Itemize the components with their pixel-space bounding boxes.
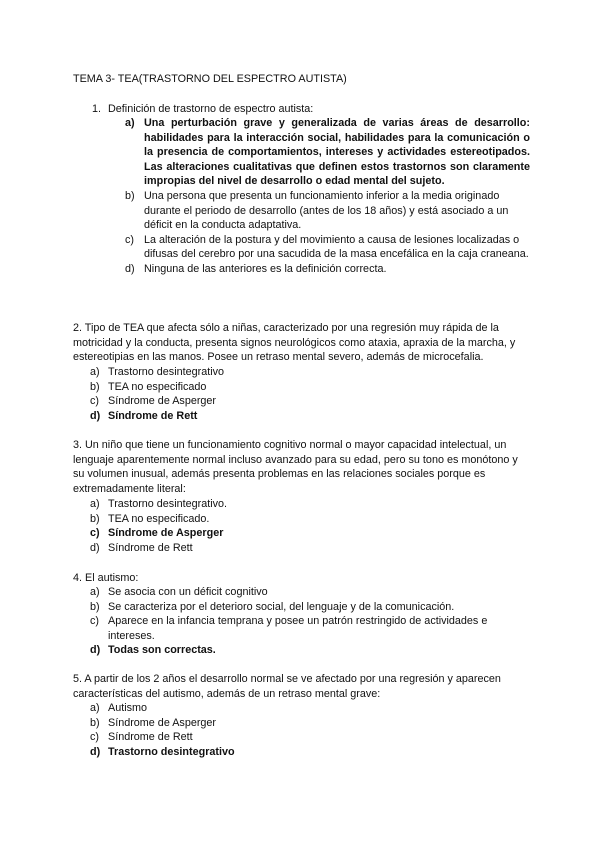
question-4-option-c: c) Aparece en la infancia temprana y posee un patrón restringido de actividades e intereses. bbox=[90, 615, 488, 642]
question-5-option-c: c) Síndrome de Rett bbox=[90, 731, 193, 744]
question-3-option-a: a) Trastorno desintegrativo. bbox=[90, 498, 228, 510]
question-5-text: 5. A partir de los 2 años el desarrollo normal se ve afectado por una regresión y aparecen características del autismo, además de un retraso mental grave: bbox=[73, 673, 501, 700]
question-3-option-c: c) Síndrome de Asperger bbox=[90, 527, 224, 540]
document-title: TEMA 3- TEA(TRASTORNO DEL ESPECTRO AUTISTA) bbox=[73, 73, 347, 85]
question-1-options bbox=[125, 116, 530, 277]
question-4-option-a: a) Se asocia con un déficit cognitivo bbox=[90, 586, 268, 598]
question-2-text: 2. Tipo de TEA que afecta sólo a niñas, caracterizado por una regresión muy rápida de la motricidad y la conducta, presenta signos neurológicos como ataxia, apraxia de la marcha, y estereotipias en las manos. Posee un retraso mental severo, además de microcefalia. bbox=[73, 322, 516, 364]
question-3-option-b: b) TEA no especificado. bbox=[90, 512, 210, 525]
question-1-option-b: b) Una persona que presenta un funcionamiento inferior a la media originado durante el periodo de desarrollo (antes de los 18 años) y está asociado a un déficit en la conducta adaptativa. bbox=[125, 189, 509, 232]
question-5-option-a: a) Autismo bbox=[90, 702, 148, 714]
question-2-options bbox=[90, 365, 510, 423]
question-3-text: 3. Un niño que tiene un funcionamiento cognitivo normal o mayor capacidad intelectual, un lenguaje aparentemente normal incluso avanzado para su edad, pero su tono es monótono y su volumen inusual, además presenta problemas en las relaciones sociales porque es extremadamente literal: bbox=[73, 439, 518, 495]
question-1-stem: Definición de trastorno de espectro autista: bbox=[108, 103, 314, 115]
question-1-option-c: c) La alteración de la postura y del movimiento a causa de lesiones localizadas o difusas del cerebro por una sacudida de la masa encefálica en la caja craneana. bbox=[125, 233, 529, 261]
question-5-option-b: b) Síndrome de Asperger bbox=[90, 716, 217, 729]
question-1-option-a: a) Una perturbación grave y generalizada de varias áreas de desarrollo: habilidades para la interacción social, habilidades para la comunicación o la presencia de comportamientos, intereses y actividades estereotipados. Las alteraciones cualitativas que definen estos trastornos son claramente impropias del nivel de desarrollo o edad mental del sujeto. bbox=[125, 117, 530, 188]
question-1-option-d: d) Ninguna de las anteriores es la definición correcta. bbox=[125, 262, 387, 275]
question-1-number: 1. bbox=[92, 103, 102, 115]
question-4-text: 4. El autismo: bbox=[73, 572, 139, 584]
question-4-options bbox=[90, 585, 510, 658]
question-3-options bbox=[90, 497, 510, 555]
question-5-options bbox=[90, 701, 510, 759]
question-2-option-c: c) Síndrome de Asperger bbox=[90, 395, 217, 408]
question-3-option-d: d) Síndrome de Rett bbox=[90, 541, 193, 554]
question-4-option-d: d) Todas son correctas. bbox=[90, 644, 216, 657]
question-1-text bbox=[92, 102, 313, 117]
question-2-option-d: d) Síndrome de Rett bbox=[90, 409, 198, 422]
question-2-option-b: b) TEA no especificado bbox=[90, 380, 207, 393]
question-2-option-a: a) Trastorno desintegrativo bbox=[90, 366, 225, 378]
question-4-option-b: b) Se caracteriza por el deterioro social, del lenguaje y de la comunicación. bbox=[90, 600, 455, 613]
question-5-option-d: d) Trastorno desintegrativo bbox=[90, 745, 235, 758]
